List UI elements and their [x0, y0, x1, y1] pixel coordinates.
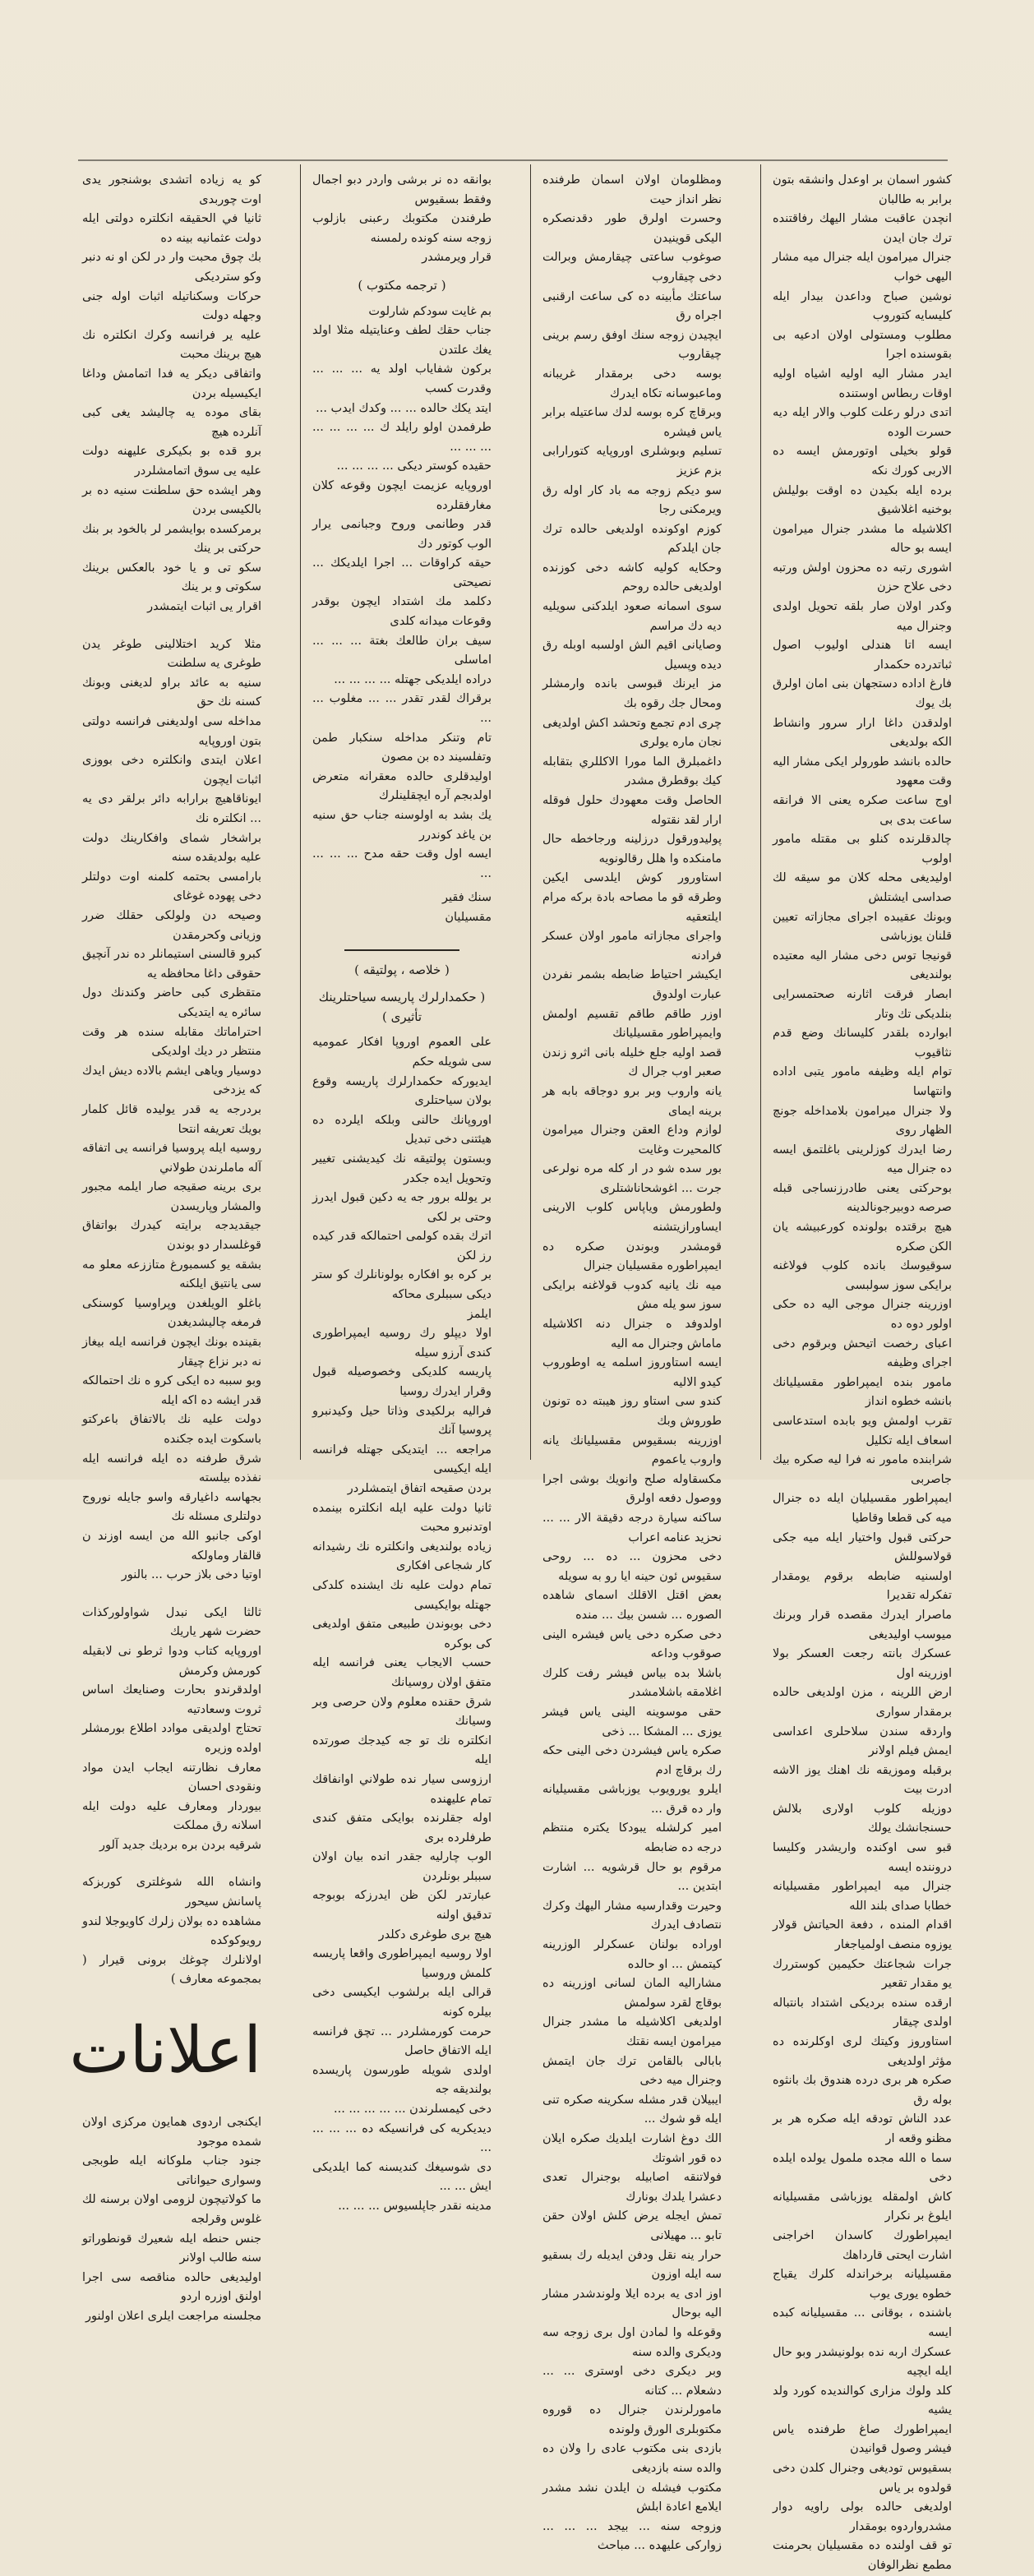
text-line: ثانيا في الحقيقه انكلتره دولتى ايله دولت عثمانيه بينه ده	[82, 212, 261, 245]
text-line: وزوجه سنه ... بيجد ... ... ... زواركى عليهده ... مباحث	[542, 2519, 722, 2553]
text-line: چالدقلرنده كنلو بى مقتله مامور اولوب	[773, 833, 952, 866]
text-line: مشاراليه المان لسانى اوزرينه ده بوقاچ لقرد سولمش	[542, 1977, 722, 2010]
text-line: اقدام المنده ، دفعة الحياتش قولار يوزوه منصف اولمياجغار	[773, 1918, 952, 1952]
text-line: ايمپراطور مقسيليان ايله ده جنرال ميه كى قطعا وقاطيا	[773, 1492, 952, 1525]
text-line: طرفندن مكتوبك رعبنى بازلوب زوجه سنه كونده رلمسنه	[312, 212, 492, 245]
text-line: حالده بانشد طورولر ايكى مشار اليه وقت معهود	[773, 755, 952, 788]
text-line: صكره ياس فيشردن دخى الينى حكه رك برقاچ ادم	[542, 1744, 722, 1777]
text-line: كشور اسمان بر اوعدل وانشقه بتون برابر به طالبان	[773, 173, 952, 206]
text-line: قبو سى اوكنده واريشدر وكليسا دروننده ايسه	[773, 1841, 952, 1874]
text-line: بم غايت سودكم شارلوت	[368, 304, 492, 318]
text-line: اوزرينه جنرال موجى اليه ده حكى اولور دوه ده	[773, 1298, 952, 1332]
text-line: مجلسنه مراجعت ايلرى اعلان اولنور	[85, 2309, 261, 2323]
text-line: دوسيار وياهى ايشم بالاده ديش ايدك كه يزدخى	[82, 1064, 261, 1097]
text-line: اوراده بولنان عسكرلر الوزرينه كيتمش ... او حالده	[542, 1938, 722, 1971]
text-line: يانه واروب وبر برو دوجاقه بابه هر برينه ايماى	[542, 1084, 722, 1118]
text-line: بيوردار ومعارف عليه دولت ايله اسلانه رق مملكت	[82, 1799, 261, 1833]
text-line: اولدى شويله طورسون پاريسده بولنديقه جه	[312, 2063, 492, 2097]
text-line: بوسه دخى برمقدار غريبانه وماعبوسانه تكاه ايدرك	[542, 367, 722, 400]
text-line: جيقديدجه برايته كيدرك بواتفاق قوغلسدار دو بوندن	[82, 1219, 261, 1253]
text-line: مراجعه ... ايتديكى جهتله فرانسه ايله ايكيسى	[312, 1443, 492, 1476]
text-line: ايديوركه حكمدارلرك پاريسه وقوع بولان سياحتلرى	[312, 1074, 492, 1108]
column-1	[773, 171, 952, 2573]
text-line: ايلرو يورويوب يوزباشى مقسيليانه وار ده قرق ...	[542, 1783, 722, 1816]
text-line: ساكنه سيارة درجه دقيقة الار ... ... نحزيد عنامه اعراب	[542, 1511, 722, 1544]
text-line: سكو تى و يا خود بالعكس برينك سكوتى و بر ينك	[82, 561, 261, 594]
text-line: بسقيوس توديغى وجنرال كلدن دخى قولدوه بر ياس	[773, 2462, 952, 2495]
text-line: ايوناقاهيچ برارابه دائر برلقر دى يه ... انكلتره نك	[82, 792, 261, 825]
text-line: اوليديغى حالده مناقصه سى اجرا اولنق اوزره اردو	[82, 2270, 261, 2304]
text-line: برمركسده بوايشمر لر بالخود بر بنك حركتى بر ينك	[82, 522, 261, 556]
text-line: دوزيله كلوب اولارى بلالش حسنجانشك يولك	[773, 1802, 952, 1835]
text-line: ديديكريه كى فرانسيكه ده ... ... ... ...	[312, 2121, 492, 2155]
text-line: اوكى جانبو الله من ايسه اوزند ن قالقار وماولكه	[82, 1529, 261, 1563]
text-line: الوب چارليه جقدر انده بيان اولان سببلر بونلردن	[312, 1850, 492, 1883]
text-line: ساعتك مأبينه ده كى ساعت ارقنبى اجراه رق	[542, 289, 722, 323]
text-line: اوروپانك حالنى وبلكه ايلرده ده هيئتنى دخى تبديل	[312, 1113, 492, 1147]
text-line: معارف نظارتنه ايجاب ايدن مواد ونقودى احسان	[82, 1761, 261, 1794]
text-line: متقظرى كبى حاضر وكندنك دول سائره يه ايتديكى	[82, 986, 261, 1019]
text-line: انكلتره نك تو جه كيدجك صورتده ايله	[312, 1733, 492, 1767]
text-line: ابوارده بلقدر كليسانك وضع قدم نثاقيوب	[773, 1027, 952, 1059]
text-line: الك دوغ اشارت ايلديك صكره ايلان ده قور اشوتك	[542, 2131, 722, 2165]
text-line: دخى محزون ... ده ... روحى سقيوس ئون حينه ايا رو به سويله	[542, 1550, 722, 1583]
text-line: بجهاسه داغيارقه واسو جايله نوروج دولتلرى مسئله نك	[82, 1490, 261, 1524]
text-line: وقوعله وا لمادن اول برى زوجه سه وديكرى والده سنه	[542, 2325, 722, 2359]
text-line: ايلمز	[467, 1307, 492, 1321]
text-line: اتدى درلو رعلت كلوب والار ايله ديه حسرت الوده	[773, 406, 952, 439]
text-line: تام وتنكر مداخله سنكبار طمن وتفلسيند ده بن مصون	[312, 731, 492, 764]
text-line: جنرال ميه ايمپراطور مقسيليانه خطابا صداى بلند الله	[773, 1880, 952, 1913]
text-line: كندو سى استاو روز هيبته ده تونون طوروش وبك	[542, 1395, 722, 1428]
text-line: ارقده سنده برديكى اشتداد بانتباله اولدى چيقار	[773, 1996, 952, 2029]
text-line: باشلا بده بياس فيشر رفت كلرك اغلامقه باشلامشدر	[542, 1666, 722, 1700]
text-line: اوروپايه كتاب ودوا ثرطو نى لابقيله كورمش وكرمش	[82, 1644, 261, 1678]
text-line: كو يه زياده اتشدى بوشنجور يدى اوت چوربدى	[82, 173, 261, 206]
column-4-text-d	[82, 1873, 261, 1990]
text-line: قرالى ايله برلشوب ايكيسى دخى بيلره كونه	[312, 1986, 492, 2020]
text-line: لوازم وداع العقن وجنرال ميرامون كالمحيرت وغايت	[542, 1124, 722, 1156]
text-line: چرى ادم تجمع وتحشد اكش اولديغى نجان ماره يولرى	[542, 716, 722, 750]
text-line: شرق حقنده معلوم ولان حرصى وبر وسيانك	[312, 1695, 492, 1729]
text-line: وحكايه كوليه كاشه دخى كوزنده اولديغى حالده روحم	[542, 561, 722, 594]
text-line: نوشين صباح وداعدن بيدار ايله كليسايه كتوروب	[773, 289, 952, 323]
column-4-text-b	[82, 635, 261, 1586]
text-line: دخى بوبوندن طبيعى متفق اولديغى كى بوكره	[312, 1618, 492, 1650]
text-line: ارض اللرينه ، مزن اولديغى حالده برمقدار سوارى	[773, 1686, 952, 1719]
text-line: داغمبلرق الما مورا الاكللري بتقابله كيك بوقطرق مشدر	[542, 755, 722, 788]
text-line: عسكرك بانته رجعت العسكر بولا اوزرينه اول	[773, 1647, 952, 1680]
text-line: طرفمدن اولو رايلد ك ... ... ... ... ... ... ...	[312, 421, 492, 454]
text-line: مز ايرنك قبوسى بانده وارمشلر ومحال جك رقوه بك	[542, 677, 722, 711]
text-line: اوز ادى يه برده ايلا ولوندشدر مشار اليه بوحال	[542, 2287, 722, 2320]
text-line: اولديغى اكلاشيله ما مشدر جنرال ميرامون ايسه نقتك	[542, 2015, 722, 2048]
text-line: مرقوم بو حال قرشويه ... اشارت ابتدين ...	[542, 1860, 722, 1894]
text-line: باغلو الويلغدن وپراوسيا كوسنكى فرمغه چاليشديغدن	[82, 1296, 261, 1330]
text-line: اولديغى حالده بولى راويه دوار مشدرواردوه بومقدار	[773, 2500, 952, 2533]
text-line: شرقيه بردن بره برديك جديد آلور	[99, 1838, 261, 1852]
text-line: ولا جنرال ميرامون بلامداخله جونچ الظهار روى	[773, 1104, 952, 1138]
text-line: بعض اقتل الاقلك اسماى شاهده الصوره ... شسن بيك ... منده	[542, 1589, 722, 1622]
text-line: مامورلرندن جنرال ده قوروه مكتوبلرى الورق ولونده	[542, 2403, 722, 2436]
text-line: بوانقه ده نر برشى واردر دبو اجمال وفقط بسقيوس	[312, 173, 492, 206]
text-line: وصيحه دن ولولكى حقلك ضرر وزيانى وكحرمقدن	[82, 908, 261, 942]
announcement-notice	[82, 2113, 261, 2327]
text-line: حقيده كوستر ديكى ... ... ... ...	[336, 459, 492, 473]
text-line: صكره هر برى درده هندوق بك بانثوه بوله رق	[773, 2074, 952, 2107]
text-line: هيچ برقتده بولونده كورعبيشه يان الكن صكره	[773, 1221, 952, 1253]
text-line: ايكنجى اردوى همايون مركزى اولان شمده موجود	[82, 2116, 261, 2149]
text-line: پاريسه كلديكى وخصوصيله قبول وقرار ايدرك روسيا	[312, 1365, 492, 1399]
page-header	[78, 132, 948, 161]
text-line: سيف بران طالعك بغتة ... ... ... اماسلى	[312, 634, 492, 667]
text-line: وبستون پولتيقه نك كيديشنى تغيير وتحويل ايده جكدر	[312, 1152, 492, 1185]
text-line: اشورى رتبه ده محزون اولش ورتبه دخى علاح حزن	[773, 561, 952, 594]
text-line: باشنده ، بوقانى ... مقسيليانه كبده ايسه	[773, 2306, 952, 2339]
text-line: ايدر مشار اليه اوليه اشياه اوليه اوقات ربطاس اوستنده	[773, 367, 952, 400]
text-line: ومظلومان اولان اسمان طرفنده نظر انداز حيت	[542, 173, 722, 206]
letter-sign: سنك فقير	[442, 891, 492, 905]
text-line: اولدقرندو بحارت وصنايعك اساس ثروت وسعادتيه	[82, 1683, 261, 1716]
text-line: اترك بقده كولمى احتمالكه قدر كيده رز لكن	[312, 1230, 492, 1263]
text-line: واتفاقى ديكر يه فدا اتمامش وداغا ايكيسيله بردن	[82, 367, 261, 400]
text-line: سنيه به عائد براو لديغنى وبونك كسنه نك حق	[82, 676, 261, 709]
text-line: رضا ايدرك كوزلرينى باغلتمق ايسه ده جنرال ميه	[773, 1143, 952, 1176]
text-line: ابصار فرقت اثارنه صحتمسرايى بنلديكى تك وتار	[773, 987, 952, 1021]
letter-body	[312, 302, 492, 884]
text-line: بركون شفاياب اولد يه ... ... ... وقدرت كسب	[312, 362, 492, 395]
text-line: اوزر طاقم طاقم تقسيم اولمش وايمپراطور مقسيليانك	[542, 1007, 722, 1041]
text-line: جنود جناب ملوكانه ايله طوبجى وسوارى حيواناتى	[82, 2154, 261, 2187]
text-line: حرمت كورمشلردر ... تچق فرانسه ايله الاتفاق حاصل	[312, 2024, 492, 2058]
text-line: عسكرك اربه نده بولونيشدر وبو حال ايله ايچيه	[773, 2345, 952, 2379]
text-line: مامور بنده ايمپراطور مقسيليانك بانشه خطوه انداز	[773, 1375, 952, 1409]
text-line: يك بشد به اولوسنه جناب حق سنيه بن ياغد كوندرر	[312, 809, 492, 842]
text-line: حرار ينه نقل ودفن ايديله رك بسقيو سه ايله اوزون	[542, 2248, 722, 2282]
text-line: مطلوب ومستولى اولان ادعيه بى بقوسنده اجرا	[773, 328, 952, 362]
text-line: بقينده بونك ايچون فرانسه ايله بيغاز نه دبر نزاع چيقار	[82, 1336, 261, 1369]
text-line: بشقه يو كسمبورغ متاززعه معلو مه سى يانتيق ايلكنه	[82, 1258, 261, 1291]
text-line: ايتد يكك حالده ... ... وكدك ايدب ...	[316, 401, 492, 415]
text-line: تقرب اولمش ويو بابده استدعاسى اسعاف ايله تكليل	[773, 1415, 952, 1447]
text-line: دكلمد مك اشتداد ايچون بوقدر وقوعات ميدانه كلدى	[312, 595, 492, 629]
text-line: مداخله سى اولديغنى فرانسه دولتى بتون اوروپايه	[82, 715, 261, 748]
text-line: بردن صقيحه اتفاق ايتمشلردر	[347, 1482, 492, 1495]
text-line: جرات شجاعتك حكيمين كوستررك يو مقدار تقعير	[773, 1957, 952, 1991]
text-line: بردرجه يه قدر يوليده قائل كلمار بويك تعريفه انتحا	[82, 1102, 261, 1136]
text-line: برقبله وموزيقه نك اهنك يوز الاشه ادرت بيت	[773, 1763, 952, 1797]
text-line: ثالثا ايكى نبدل شواولوركذات حضرت شهر ياريك	[82, 1605, 261, 1639]
column-2	[542, 171, 722, 2553]
text-line: جنس حنطه ايله شعيرك قونطوراتو سنه طالب اولانر	[82, 2232, 261, 2265]
text-line: سما ه الله مجده ملمول يولده ايلده دخى	[773, 2151, 952, 2185]
text-line: شرق طرفنه ده ايله فرانسه ايله نفذده بيلسته	[82, 1452, 261, 1485]
text-line: قصد اوليه جلع خليله بانى اثرو زندن صعبر اوب جرال ك	[542, 1046, 722, 1079]
text-line: ولطورمش وياپاس كلوب الارينى ايساورازيتشنه	[542, 1201, 722, 1235]
text-line: ايسه اتا هندلى اوليوب اصول ثباتدرده حكمدار	[773, 639, 952, 672]
text-line: وصايانى اقيم الش اولسبه اوبله رق ديده وپسيل	[542, 639, 722, 672]
text-line: صوغوب ساعتى چيقارمش وبرالت دخى چيقاروب	[542, 251, 722, 284]
text-line: وحيرت وقدارسيه مشار اليهك وكرك نتصادف ايدرك	[542, 1899, 722, 1932]
text-line: برقراك لقدر تقدر ... ... مغلوب ... ...	[312, 692, 492, 726]
text-line: ايبيلان قدر مشله سكرينه صكره تنى ايله قو شوك ...	[542, 2093, 722, 2126]
text-line: ميه نك يانيه كدوب قولاغنه برايكى سوز سو يله مش	[542, 1278, 722, 1312]
text-line: مثلا كريد اختلالينى طوغر يدن طوغرى يه سلطنت	[82, 637, 261, 671]
text-line: بابالى بالقامن ترك جان ايتمش وجنرال ميه دخى	[542, 2054, 722, 2088]
text-line: انچدن عاقبت مشار اليهك رفاقتنده ترك جان ايدن	[773, 212, 952, 245]
column-4	[69, 171, 261, 2323]
text-line: وبو سببه ده ايكى كرو ه نك احتمالكه قدر ايشه ده اكه ايله	[82, 1374, 261, 1407]
text-line: تحتاج اولديقى موادد اطلاع بورمشلر اولده وزيره	[82, 1722, 261, 1755]
text-line: بر كره بو افكاره بولونانلرك كو ستر ديكى سببلرى محاكه	[312, 1268, 492, 1302]
text-line: اوروپايه عزيمت ايچون وقوعه كلان مغارفقلرده	[312, 478, 492, 512]
text-line: اوتيا دخى بلاز حرب ... بالنور	[121, 1568, 261, 1582]
column-4-text-c	[82, 1604, 261, 1856]
text-line: سوقيوسك بانده كلوب فولاغنه برايكى سوز سولبسى	[773, 1259, 952, 1292]
text-line: ثانيا دولت عليه ايله انكلتره بينمده اوتدنبرو محبت	[312, 1501, 492, 1535]
text-line: ما كولاتيچون لزومى اولان برسنه لك غلوس وقرلجه	[82, 2193, 261, 2226]
text-line: مقسيليانه برخراندله كلرك يقياج خطوه يورى يوب	[773, 2268, 952, 2301]
text-line: تو قف اولنده ده مقسيليان بحرمنت مطمع نظرالوفان	[773, 2539, 952, 2573]
text-line: بقاى موده يه چاليشد يغى كبى آنلرده هيچ	[82, 406, 261, 439]
text-line: اقرار يى اثبات ايتمشدر	[147, 600, 261, 614]
text-line: سوى اسمانه صعود ايلدكنى سويليه ديه دك مراسم	[542, 600, 722, 633]
announcements-banner: اعلانات	[69, 2014, 261, 2089]
text-line: وبونك عقيبده اجراى مجازاته تعيين قلنان يوزباشى	[773, 910, 952, 944]
text-line: برده ايله بكيدن ده اوقت بوليلش بوخنيه اغلاشيق	[773, 483, 952, 517]
letter-title: ( ترجمه مكتوب )	[358, 277, 446, 293]
text-line: كوزم اوكونده اولديغى حالده ترك جان ايلدكم	[542, 522, 722, 556]
column-2-text	[542, 171, 722, 2556]
text-line: وكدر اولان صار بلقه تحويل اولدى وجنرال ميه	[773, 600, 952, 633]
text-line: قولو بخيلى اوتورمش ايسه ده الاربى كورك نكه	[773, 445, 952, 478]
text-line: مكتوب فيشله ن ايلدن نشد مشدر ايلامع اعادة ابلش	[542, 2481, 722, 2514]
text-line: احتراماتك مقابله سنده هر وقت منتظر در ديك اولديكى	[82, 1025, 261, 1059]
text-line: زياده بولنديغى وانكلتره نك رشيدانه كار شجاعى افكارى	[312, 1540, 492, 1573]
text-line: جنرال ميرامون ايله جنرال ميه مشار اليهى خواب	[773, 251, 952, 284]
text-line: على العموم اوروپا افكار عموميه سى شويله حكم	[312, 1036, 492, 1069]
text-line: وبر ديكرى دخى اوسترى ... ... دشعلام ... كتانه	[542, 2365, 722, 2398]
text-line: دراده ايلديكى جهتله ... ... ... ...	[334, 672, 492, 686]
text-line: حسب الايجاب يعنى فرانسه ايله متفق اولان روسيانك	[312, 1656, 492, 1689]
column-rule-1	[760, 164, 761, 1460]
text-line: دخى كيمسلرندن ... ... ... ... ...	[334, 2103, 492, 2116]
text-line: مشاهده ده بولان زلرك كاويوجلا لندو رويوكوكده	[82, 1914, 261, 1948]
text-line: بارامسى بحتمه كلمنه اوت دولتلر دخى پهوده غوغاى	[82, 870, 261, 903]
text-line: حركتى قبول واختيار ايله ميه جكى قولاسوللش	[773, 1530, 952, 1564]
text-line: دولت عليه نك بالاتفاق باعركتو باسكوت ايده جكنده	[82, 1413, 261, 1446]
column-rule-3	[300, 164, 301, 1460]
column-rule-2	[530, 164, 531, 1460]
text-line: الحاصل وقت معهودك حلول فوقله ارار لقد نقتوله	[542, 794, 722, 827]
text-line: استاوروز وكيتك لرى اوكلرنده ده مؤثر اولديغى	[773, 2035, 952, 2068]
column-3	[312, 171, 492, 2213]
text-line: فارغ اداده دستجهان بنى امان اولرق بك يوك	[773, 677, 952, 711]
text-line: وبرقاچ كره بوسه لدك ساعتيله برابر ياس فيشره	[542, 406, 722, 439]
text-line: استاورور كوش ايلدسى ايكين وطرقه قو ما مصاحه بادة بركه مرام ايلتعقيه	[542, 871, 722, 924]
text-line: ايمپراطورك كاسدان اخراجنى اشارت ايحتى قارداهك	[773, 2228, 952, 2262]
section-divider	[344, 949, 459, 951]
text-line: اوج ساعت صكره يعنى الا فرانقه ساعت بدى بى	[773, 794, 952, 827]
text-line: ايكيشر احتياط ضابطه بشمر نفردن عبارت اولدوق	[542, 968, 722, 1001]
text-line: حركات وسكناتيله اثبات اوله جنى وجهله دولت	[82, 289, 261, 323]
section-title: ( خلاصه ، پولتيقه )	[354, 962, 450, 977]
column-1-text	[773, 171, 952, 2576]
text-line: اوله جقلرنده بوايكى متفق كندى طرفلرده برى	[312, 1812, 492, 1844]
text-line: واجراى مجازاته مامور اولان عسكر فرادنه	[542, 930, 722, 963]
text-line: مكسقاوله صلح وانويك بوشى اجرا ووصول دفعه اولرق	[542, 1472, 722, 1506]
text-line: تمش ايجله يرض كلش اولان حقن تابو ... مهيلانى	[542, 2209, 722, 2242]
column-3-intro	[312, 171, 492, 268]
text-line: اوليدقلرى حالده معقرانه متعرض اولدبجم آره ايچقلينلرك	[312, 769, 492, 803]
section-body	[312, 1033, 492, 2216]
text-line: جناب حقك لطف وعنايتيله مثلا اولد يغك علتدن	[312, 324, 492, 357]
text-line: كاش اولمقله يوزباشى مقسيليانه ايلوغ بر نكرار	[773, 2190, 952, 2223]
text-line: ايچيدن زوجه سنك اوفق رسم برينى چيقاروب	[542, 328, 722, 362]
text-line: حيقه كراوقات ... اجرا ايلديكك ... نصيحتى	[312, 556, 492, 589]
text-line: واردقه سندن سلاحلرى اعداسى ايمش فيلم اولانر	[773, 1724, 952, 1758]
text-line: اولدقدن داغا ارار سرور وانشاط الكه بولديغى	[773, 716, 952, 750]
text-line: ارزوسى سيار نده طولاني اوانفاقك تمام عليهنده	[312, 1772, 492, 1806]
text-line: قومشدر وبوندن صكره ده ايمپراطوره مقسيليان جنرال	[542, 1240, 722, 1273]
text-line: ايسه استاوروز اسلمه يه اوطوروب كيدو الاليه	[542, 1356, 722, 1389]
text-line: بوحركتى يعنى طادرزنساجى قبله صرصه دوبيرجونالدينه	[773, 1181, 952, 1215]
text-line: برو قده بو بكيكرى عليهنه دولت عليه يى سوق اتمامشلردر	[82, 445, 261, 478]
text-line: سو ديكم زوجه مه باد كار اوله رق ويرمكنى رجا	[542, 483, 722, 517]
text-line: بك چوق محبت وار در لكن او نه دنبر وكو سترديكى	[82, 251, 261, 284]
text-line: وانشاه الله شوغلترى كوربزكه پاسانش سيحور	[82, 1876, 261, 1909]
text-line: ماصرار ايدرك مقصده قرار وبرنك ميوسب اوليديغى	[773, 1608, 952, 1641]
text-line: اعباى رخصت اتيحش وبرقوم دخى اجراى وظيفه	[773, 1336, 952, 1370]
text-line: پوليدورقول درزلينه ورجاخطه حال مامنكده وا هلل رقالونويه	[542, 833, 722, 866]
text-line: اكلاشيله ما مشدر جنرال ميرامون ايسه بو حاله	[773, 522, 952, 556]
text-line: اولسنيه ضابطه برقوم يومقدار تفكرله تقديرا	[773, 1569, 952, 1603]
text-line: ايسه اول وقت حقه مدح ... ... ... ...	[312, 847, 492, 880]
text-line: عليه ير فرانسه وكرك انكلتره نك هيچ برينك محبت	[82, 328, 261, 362]
letter-signer: مقسيليان	[445, 910, 492, 924]
text-line: وحسرت اولرق طور دقدنصكره اليكى قوينيدن	[542, 212, 722, 245]
text-line: اعلان ايتدى وانكلتره دخى بووزى اثبات ايچون	[82, 754, 261, 787]
text-line: قرار ويرمشدر	[422, 251, 492, 265]
text-line: امير كرلشله يبودكا يكتره منتظم درجه ده ضابطه	[542, 1821, 722, 1855]
text-line: توام ايله وظيفه مامور يتبى اداده وانتهاسا	[773, 1065, 952, 1098]
text-line: ايمپراطورك صاغ طرفنده ياس فيشر وصول قوانيدن	[773, 2422, 952, 2456]
text-line: فراليه برلكيدى وذاتا حيل وكيدنبرو پروسيا آنك	[312, 1404, 492, 1438]
text-line: عدد الناش تودقه ايله صكره هر بر مظنو وقعه ار	[773, 2112, 952, 2145]
text-line: روسيه ايله پروسيا فرانسه يى اتفاقه آله ماملرندن طولاني	[82, 1142, 261, 1175]
text-line: اوليديغى محله كلان مو سيقه لك صداسى ايشتلش	[773, 871, 952, 904]
text-line: كلد ولوك مزارى كوالنديده كورد ولد يشيه	[773, 2384, 952, 2417]
text-line: مدينه نقدر جاپلسيوس ... ... ...	[338, 2199, 492, 2213]
text-line: بازدى بنى مكتوب عادى را ولان ده والده سنه بازديغى	[542, 2442, 722, 2476]
text-line: اولا ديپلو رك روسيه ايمپراطورى كندى آرزو سيله	[312, 1327, 492, 1360]
column-4-text-a	[82, 171, 261, 617]
text-line: وهر ايشده حق سلطنت سنيه ده بر بالكيسى بردن	[82, 483, 261, 517]
text-line: شرابنده مامور نه فرا ليه صكره بيك جاصربى	[773, 1453, 952, 1486]
text-line: قونيجا توس دخى مشار اليه معتيده بولنديغى	[773, 949, 952, 982]
text-line: دى شوسيغك كنديسنه كما ايلديكى ايش ... ...	[312, 2160, 492, 2194]
text-line: عبارتدر لكن ظن ايدرزكه بوبوجه تدقيق اولنه	[312, 1889, 492, 1923]
text-line: قدر وطانمى وروح وجبانمى يرار الوب كوتور دك	[312, 518, 492, 551]
text-line: اولا روسيه ايمپراطورى واقعا پاريسه كلمش وروسيا	[312, 1947, 492, 1980]
text-line: تسليم وبوشلرى اوروپايه كتورارابى بزم عزيز	[542, 445, 722, 478]
text-line: اولدوفد ه جنرال دنه اكلاشيله ماماش وجنرال مه اليه	[542, 1318, 722, 1350]
subsection-title: ( حكمدارلرك پاريسه سياحتلرينك تأثيرى )	[318, 990, 486, 1024]
text-line: كبرو قالسنى استيمانلر ده ندر آنچيق حقوقى داغا محافظه يه	[82, 948, 261, 981]
text-line: اولانلرك چوغك برونى قيرار ( بمجموعه معارف )	[82, 1953, 261, 1987]
text-line: هيچ برى طوغرى دكلدر	[378, 1927, 492, 1941]
text-line: براشخار شماى وافكارينك دولت عليه بولديقده سنه	[82, 831, 261, 865]
text-line: فولاتنقه اصابيله بوجنرال تعدى دعشرا يلدك بونارك	[542, 2171, 722, 2204]
text-line: دخى صكره دخى ياس فيشره الينى صوقوب وداعه	[542, 1627, 722, 1661]
text-line: بر يولله برور جه يه دكين قبول ايدرز وحتى بر لكى	[312, 1191, 492, 1224]
text-line: بور سده شو در ار كله مره نولرعى جرت ... اغوشحاناشتلرى	[542, 1162, 722, 1195]
text-line: برى برينه صقيجه صار ايلمه مجبور والمشار وپاريسدن	[82, 1180, 261, 1213]
text-line: اوزرينه بسقيوس مقسيليانك يانه واروب ياعموم	[542, 1433, 722, 1467]
text-line: تمام دولت عليه نك ايشنده كلدكى جهتله بوايكيسى	[312, 1578, 492, 1612]
text-line: حقى موسوينه الينى ياس فيشر يوزى ... المشكا ... ذخى	[542, 1705, 722, 1738]
